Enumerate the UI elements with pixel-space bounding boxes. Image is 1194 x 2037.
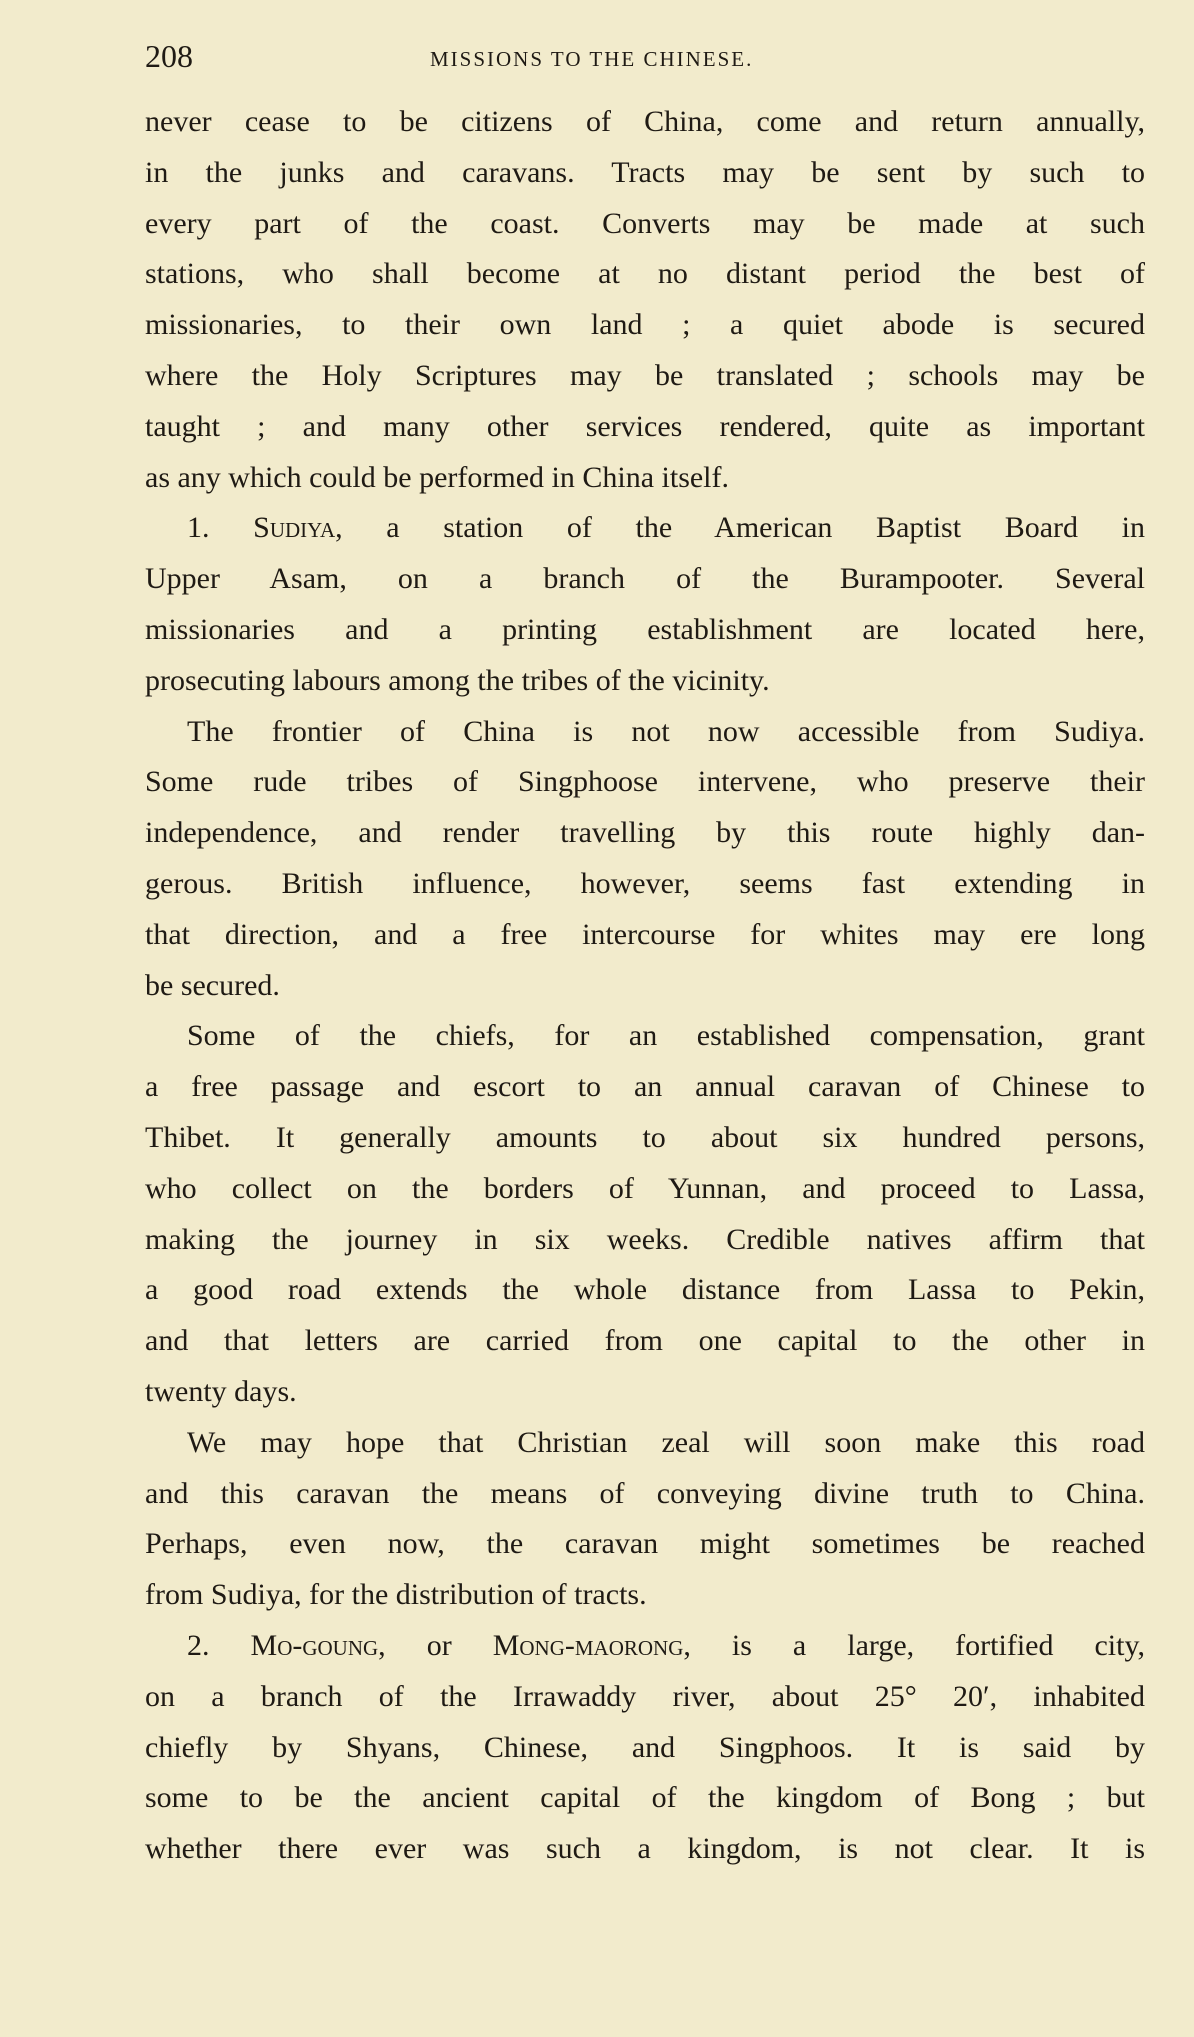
text-line: Some rude tribes of Singphoose intervene, who preserve their [145, 765, 1145, 799]
text-line: never cease to be citizens of China, come and return annually, [145, 105, 1145, 138]
text-line: a free passage and escort to an annual caravan of Chinese to [145, 1070, 1145, 1104]
text-line: that direction, and a free intercourse for whites may ere long [145, 917, 1145, 951]
text-line: missionaries and a printing establishment are located here, [145, 612, 1145, 646]
text-line: stations, who shall become at no distant period the best of [145, 257, 1145, 291]
item-text: is a large, fortified city, [731, 1628, 1145, 1662]
text-line: twenty days. [145, 1374, 297, 1408]
place-name-mongmaorong: Mong-maorong, [492, 1628, 691, 1662]
item-text: or [426, 1628, 452, 1662]
text-line: in the junks and caravans. Tracts may be sent by such to [145, 155, 1145, 189]
text-line: missionaries, to their own land ; a quiet abode is secured [145, 308, 1145, 342]
item-number: 2. [187, 1628, 210, 1662]
text-line: The frontier of China is not now accessible from Sudiya. [187, 714, 1145, 748]
text-line: independence, and render travelling by this route highly dan- [145, 816, 1145, 850]
text-line: gerous. British influence, however, seems fast extending in [145, 866, 1145, 900]
text-line: and that letters are carried from one capital to the other in [145, 1324, 1145, 1358]
text-line-mogoung [145, 1621, 1145, 1672]
text-line: a good road extends the whole distance from Lassa to Pekin, [145, 1273, 1145, 1307]
page-header [145, 38, 1145, 78]
place-name-mogoung: Mo-goung, [250, 1628, 386, 1662]
text-line: Thibet. It generally amounts to about six hundred persons, [145, 1120, 1145, 1154]
text-line: whether there ever was such a kingdom, is not clear. It is [145, 1832, 1145, 1866]
text-line: from Sudiya, for the distribution of tracts. [145, 1578, 647, 1612]
running-head: MISSIONS TO THE CHINESE. [430, 47, 754, 71]
text-line: Some of the chiefs, for an established compensation, grant [187, 1019, 1145, 1053]
text-line: Upper Asam, on a branch of the Burampooter. Several [145, 562, 1145, 596]
text-line: where the Holy Scriptures may be translated ; schools may be [145, 358, 1145, 392]
text-line: some to be the ancient capital of the kingdom of Bong ; but [145, 1781, 1145, 1815]
item-number: 1. [187, 511, 210, 545]
item-text: a station of the American Baptist Board in [386, 511, 1145, 545]
text-line: every part of the coast. Converts may be made at such [145, 206, 1145, 240]
text-line: who collect on the borders of Yunnan, and proceed to Lassa, [145, 1171, 1145, 1205]
text-line: chiefly by Shyans, Chinese, and Singphoos. It is said by [145, 1730, 1145, 1764]
body-text [145, 97, 1145, 1875]
text-line: be secured. [145, 968, 280, 1002]
text-line: as any which could be performed in China itself. [145, 460, 730, 494]
text-line: making the journey in six weeks. Credible natives affirm that [145, 1222, 1145, 1256]
text-line-sudiya [145, 503, 1145, 554]
text-line: prosecuting labours among the tribes of the vicinity. [145, 663, 770, 697]
text-line: We may hope that Christian zeal will soon make this road [187, 1425, 1145, 1459]
text-line: on a branch of the Irrawaddy river, about 25° 20′, inhabited [145, 1679, 1145, 1713]
place-name-sudiya: Sudiya, [253, 511, 343, 545]
page-number: 208 [145, 38, 193, 74]
text-line: Perhaps, even now, the caravan might sometimes be reached [145, 1527, 1145, 1561]
text-line: taught ; and many other services rendered, quite as important [145, 409, 1145, 443]
text-line: and this caravan the means of conveying divine truth to China. [145, 1476, 1145, 1510]
